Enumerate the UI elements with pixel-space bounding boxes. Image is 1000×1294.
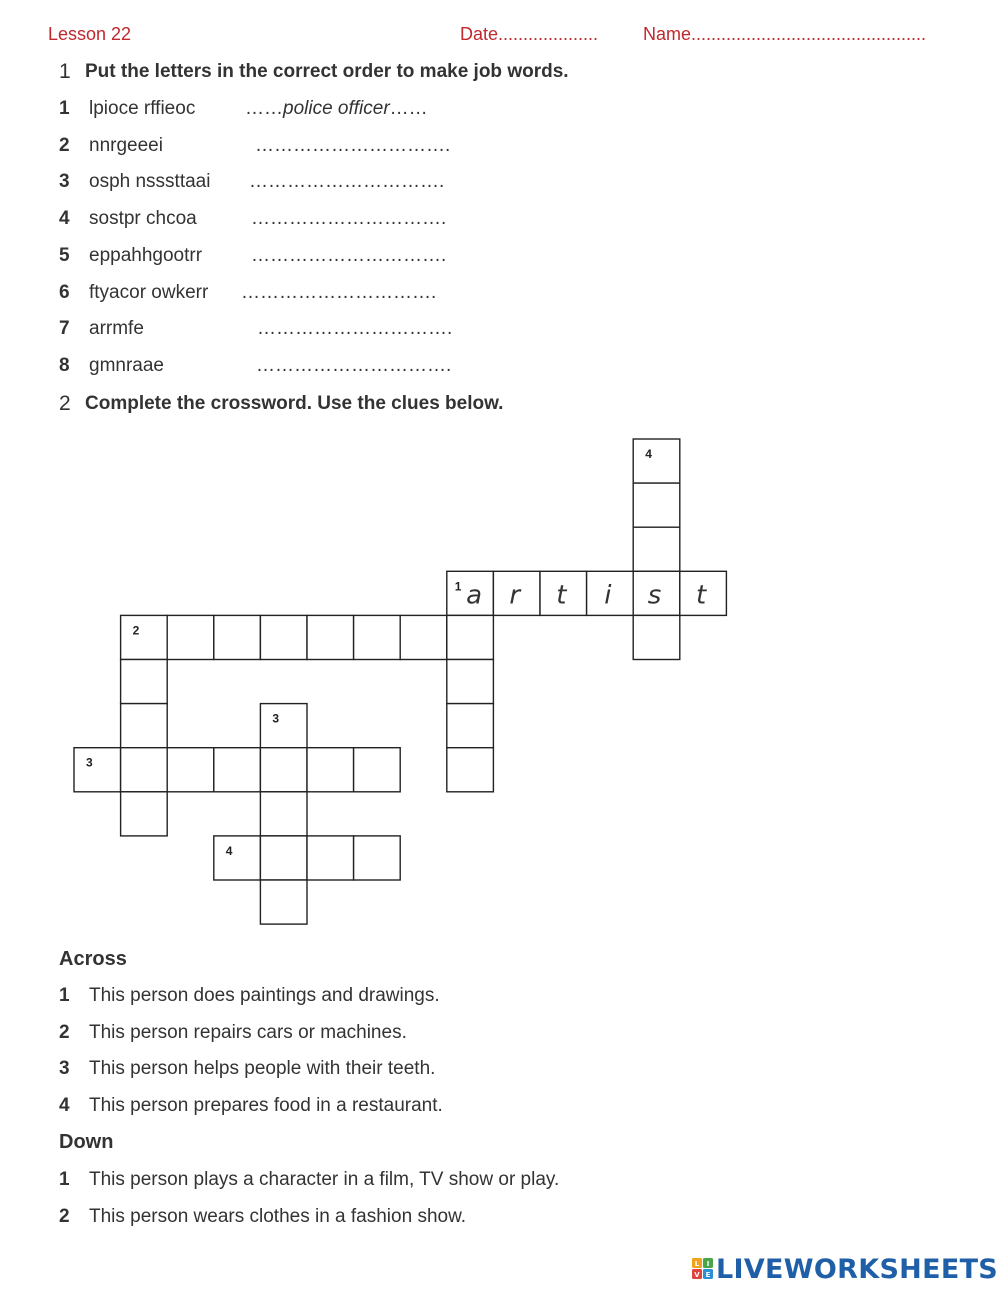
crossword-cell[interactable]	[307, 748, 354, 792]
logo-mark-letter-l: L	[694, 1260, 700, 1268]
answer-field[interactable]: ………………………….	[257, 318, 453, 339]
scrambled-word: sostpr chcoa	[89, 208, 197, 229]
cell-box[interactable]	[447, 704, 494, 748]
cell-box[interactable]	[121, 704, 168, 748]
cell-box[interactable]	[214, 615, 261, 659]
cell-box[interactable]	[121, 615, 168, 659]
crossword-cell[interactable]	[260, 792, 307, 836]
crossword-cell[interactable]	[447, 615, 494, 659]
crossword-cell[interactable]	[447, 660, 494, 704]
scrambled-word: osph nsssttaai	[89, 171, 211, 192]
question-number: 4	[59, 208, 70, 229]
across-heading: Across	[59, 948, 127, 970]
cell-box[interactable]	[354, 615, 401, 659]
clue-text: This person helps people with their teeth.	[89, 1058, 436, 1079]
scrambled-word: gmnraae	[89, 355, 164, 376]
answer-prefix: ……	[245, 98, 283, 119]
cell-number: 4	[645, 447, 652, 461]
answer-field[interactable]: ………………………….	[251, 208, 447, 229]
section2-number: 2	[59, 392, 71, 415]
scrambled-word: arrmfe	[89, 318, 144, 339]
crossword-cell[interactable]	[354, 748, 401, 792]
cell-box[interactable]	[121, 660, 168, 704]
question-number: 7	[59, 318, 70, 339]
cell-box[interactable]	[260, 792, 307, 836]
crossword-cell[interactable]	[121, 748, 168, 792]
clue-text: This person prepares food in a restaurant.	[89, 1095, 443, 1116]
crossword-cell[interactable]	[400, 615, 447, 659]
answer-text: police officer	[283, 98, 390, 119]
crossword-cell[interactable]	[167, 748, 214, 792]
question-number: 5	[59, 245, 70, 266]
cell-box[interactable]	[167, 748, 214, 792]
date-field[interactable]: Date....................	[460, 24, 599, 44]
crossword-cell[interactable]	[307, 836, 354, 880]
clue-number: 4	[59, 1095, 70, 1116]
cell-box[interactable]	[447, 615, 494, 659]
answer-field[interactable]: ………………………….	[255, 135, 451, 156]
cell-letter: i	[604, 580, 612, 611]
section2-title: Complete the crossword. Use the clues below.	[85, 393, 504, 414]
cell-letter: t	[695, 580, 707, 611]
section1-number: 1	[59, 60, 71, 83]
answer-field[interactable]: ………………………….	[251, 245, 447, 266]
cell-box[interactable]	[260, 748, 307, 792]
answer-field[interactable]: ………………………….	[256, 355, 452, 376]
crossword-cell[interactable]	[260, 704, 307, 748]
crossword-cell[interactable]	[540, 571, 587, 615]
answer-suffix: ……	[389, 98, 428, 119]
cell-letter: s	[647, 580, 662, 611]
cell-box[interactable]	[307, 836, 354, 880]
section1-title: Put the letters in the correct order to make job words.	[85, 61, 569, 82]
cell-box[interactable]	[633, 615, 680, 659]
crossword-cell[interactable]	[493, 571, 540, 615]
cell-box[interactable]	[260, 836, 307, 880]
crossword-cell[interactable]	[354, 615, 401, 659]
logo-mark-letter-e: E	[705, 1271, 711, 1279]
crossword-cell[interactable]	[680, 571, 727, 615]
cell-box[interactable]	[121, 748, 168, 792]
logo-mark-icon	[692, 1258, 714, 1280]
cell-box[interactable]	[447, 748, 494, 792]
cell-box[interactable]	[121, 792, 168, 836]
crossword-cell[interactable]	[260, 748, 307, 792]
clue-number: 2	[59, 1022, 70, 1043]
cell-letter: r	[509, 580, 521, 611]
cell-letter: a	[466, 580, 483, 611]
crossword-cell[interactable]	[587, 571, 634, 615]
logo-mark-letter-v: V	[694, 1271, 700, 1279]
cell-box[interactable]	[260, 880, 307, 924]
answer-field[interactable]: ………………………….	[249, 171, 445, 192]
cell-box[interactable]	[354, 748, 401, 792]
clue-number: 3	[59, 1058, 70, 1079]
liveworksheets-logo	[692, 1252, 998, 1286]
crossword-cell[interactable]	[74, 748, 121, 792]
logo-mark-letter-i: I	[706, 1260, 710, 1268]
question-number: 6	[59, 282, 70, 303]
crossword-cell[interactable]	[214, 748, 261, 792]
crossword-cell[interactable]	[214, 836, 261, 880]
clue-number: 1	[59, 985, 70, 1006]
crossword-cell[interactable]	[121, 704, 168, 748]
cell-box[interactable]	[633, 527, 680, 571]
cell-box[interactable]	[400, 615, 447, 659]
cell-box[interactable]	[260, 615, 307, 659]
crossword-cell[interactable]	[260, 836, 307, 880]
cell-box[interactable]	[307, 748, 354, 792]
question-number: 2	[59, 135, 70, 156]
clue-text: This person does paintings and drawings.	[89, 985, 440, 1006]
scrambled-word: nnrgeeei	[89, 135, 163, 156]
crossword-cell[interactable]	[447, 571, 494, 615]
crossword-cell[interactable]	[447, 748, 494, 792]
question-number: 8	[59, 355, 70, 376]
cell-box[interactable]	[354, 836, 401, 880]
cell-box[interactable]	[447, 660, 494, 704]
crossword-cell[interactable]	[633, 615, 680, 659]
name-field[interactable]: Name...............................................	[643, 24, 927, 44]
scrambled-word: eppahhgootrr	[89, 245, 203, 266]
cell-box[interactable]	[260, 704, 307, 748]
clue-text: This person plays a character in a film, TV show or play.	[89, 1169, 560, 1190]
cell-number: 1	[454, 579, 462, 594]
crossword-cell[interactable]	[121, 615, 168, 659]
crossword-cell[interactable]	[260, 880, 307, 924]
crossword-cell[interactable]	[121, 660, 168, 704]
crossword-cell[interactable]	[167, 615, 214, 659]
crossword-cell[interactable]	[260, 615, 307, 659]
cell-letter: t	[556, 580, 567, 611]
crossword-cell[interactable]	[633, 483, 680, 527]
cell-box[interactable]	[633, 483, 680, 527]
cell-box[interactable]	[214, 748, 261, 792]
down-heading: Down	[59, 1131, 114, 1153]
crossword-cell[interactable]	[633, 527, 680, 571]
crossword-cell[interactable]	[633, 571, 680, 615]
scrambled-word: ftyacor owkerr	[89, 282, 209, 303]
crossword-cell[interactable]	[633, 439, 680, 483]
clue-number: 1	[59, 1169, 70, 1190]
cell-number: 4	[225, 843, 233, 858]
cell-number: 3	[272, 711, 280, 726]
answer-field[interactable]: ………………………….	[241, 282, 437, 303]
answer-field[interactable]	[245, 98, 428, 120]
clue-number: 2	[59, 1206, 70, 1227]
cell-box[interactable]	[167, 615, 214, 659]
cell-box[interactable]	[307, 615, 354, 659]
cell-box[interactable]	[214, 836, 261, 880]
crossword-cell[interactable]	[354, 836, 401, 880]
cell-number: 2	[132, 623, 140, 638]
crossword-cell[interactable]	[307, 615, 354, 659]
crossword-cell[interactable]	[447, 704, 494, 748]
crossword-cell[interactable]	[214, 615, 261, 659]
cell-number: 3	[86, 755, 93, 770]
cell-box[interactable]	[633, 439, 680, 483]
crossword-cell[interactable]	[121, 792, 168, 836]
lesson-label: Lesson 22	[48, 24, 132, 44]
clue-text: This person wears clothes in a fashion show.	[89, 1206, 467, 1227]
question-number: 3	[59, 171, 70, 192]
cell-box[interactable]	[74, 748, 121, 792]
logo-text: LIVEWORKSHEETS	[716, 1253, 999, 1285]
clue-text: This person repairs cars or machines.	[89, 1022, 407, 1043]
scrambled-word: lpioce rffieoc	[89, 98, 196, 119]
question-number: 1	[59, 98, 70, 119]
